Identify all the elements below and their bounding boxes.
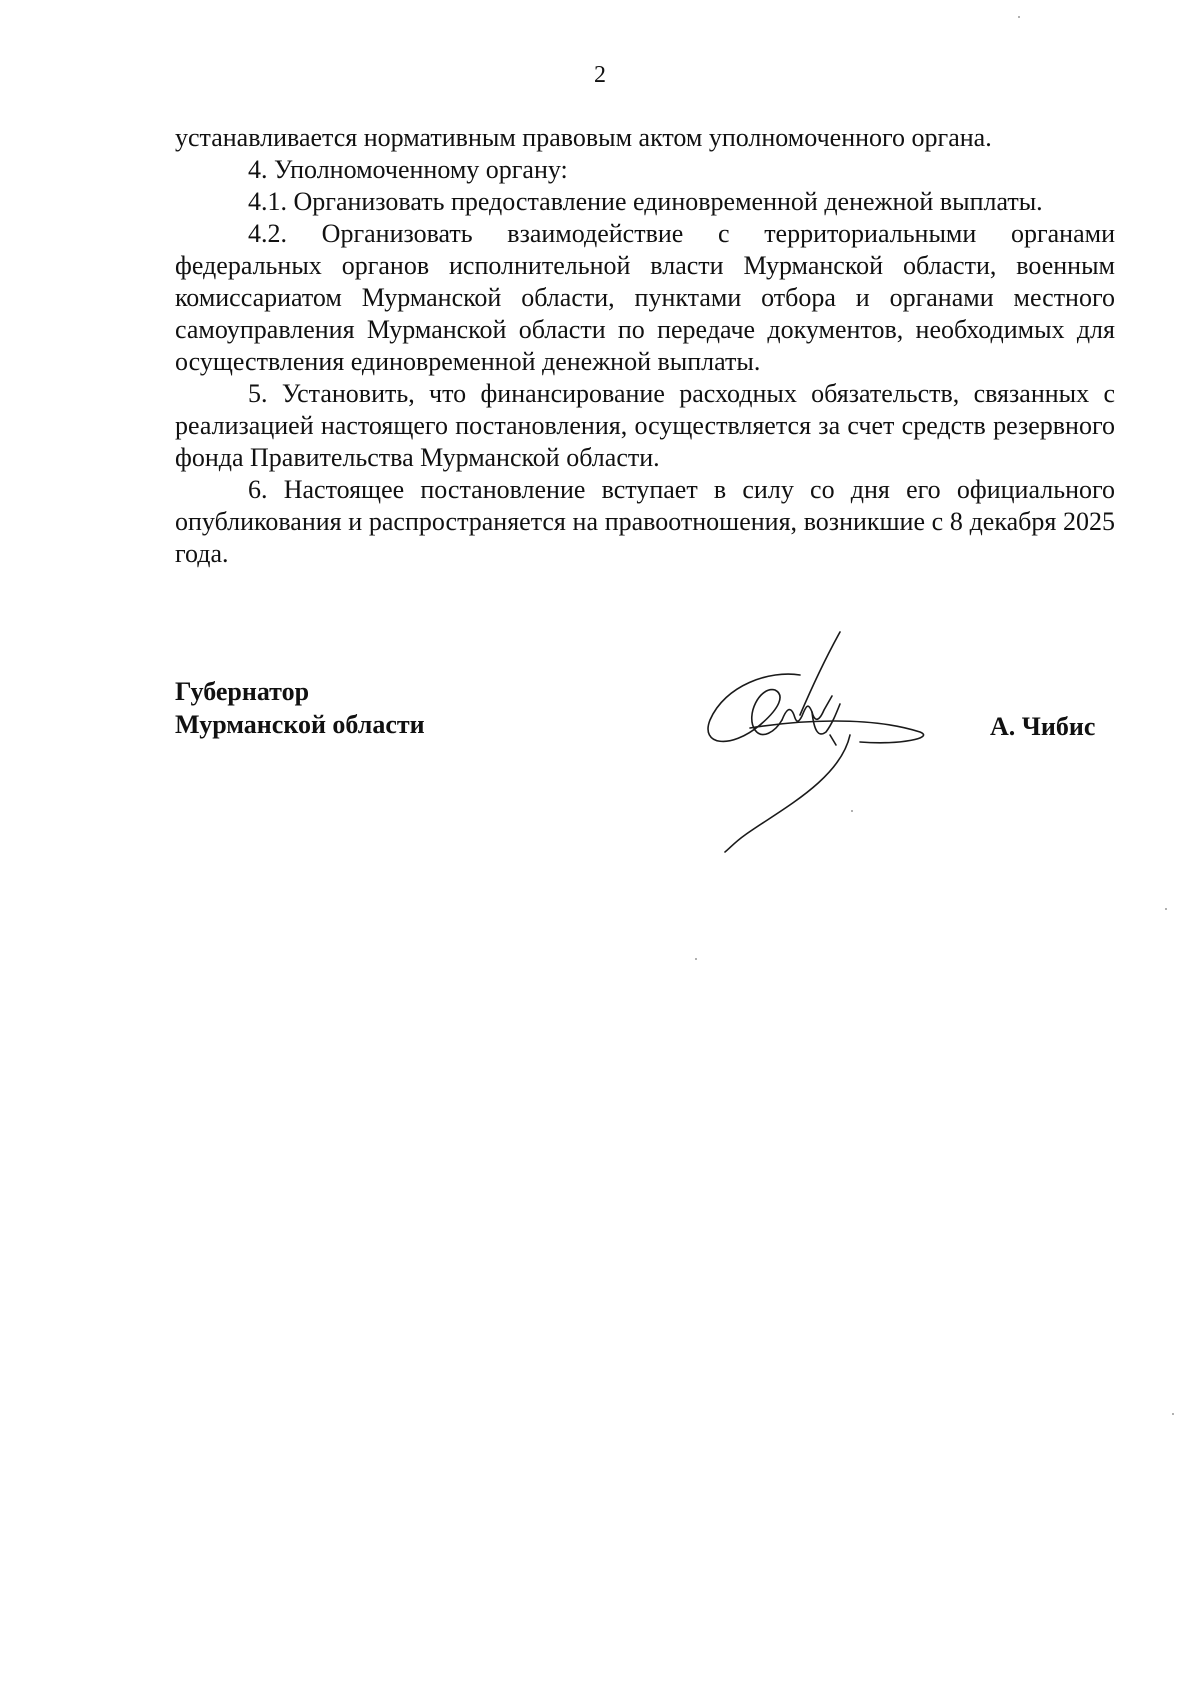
paragraph-item-6: 6. Настоящее постановление вступает в силу со дня его официального опубликования и распространяется на правоотношения, возникшие с 8 декабря 2025 года. [175,475,1115,568]
scan-speck [851,810,853,812]
scan-speck [695,958,697,960]
paragraph-item-4-2: 4.2. Организовать взаимодействие с территориальными органами федеральных органов исполнительной власти Мурманской области, военным комиссариатом Мурманской области, пунктами отбора и органами местного самоуправления Мурманской области по передаче документов, необходимых для осуществления единовременной денежной выплаты. [175,219,1115,376]
paragraph-item-5: 5. Установить, что финансирование расходных обязательств, связанных с реализацией настоящего постановления, осуществляется за счет средств резервного фонда Правительства Мурманской области. [175,379,1115,472]
paragraph-item-4: 4. Уполномоченному органу: [248,155,568,184]
page-number: 2 [594,62,606,88]
scan-speck [1018,16,1020,18]
signatory-title [175,675,425,741]
handwritten-signature [690,620,950,860]
scan-speck [1172,1413,1174,1415]
scan-speck [1165,908,1167,910]
paragraph-item-4-1: 4.1. Организовать предоставление единовременной денежной выплаты. [248,187,1043,216]
signatory-title-line1: Губернатор [175,677,310,706]
signatory-name: А. Чибис [990,712,1096,741]
paragraph-continuation: устанавливается нормативным правовым актом уполномоченного органа. [175,123,992,152]
signatory-title-line2: Мурманской области [175,710,425,739]
document-body [175,122,1115,570]
